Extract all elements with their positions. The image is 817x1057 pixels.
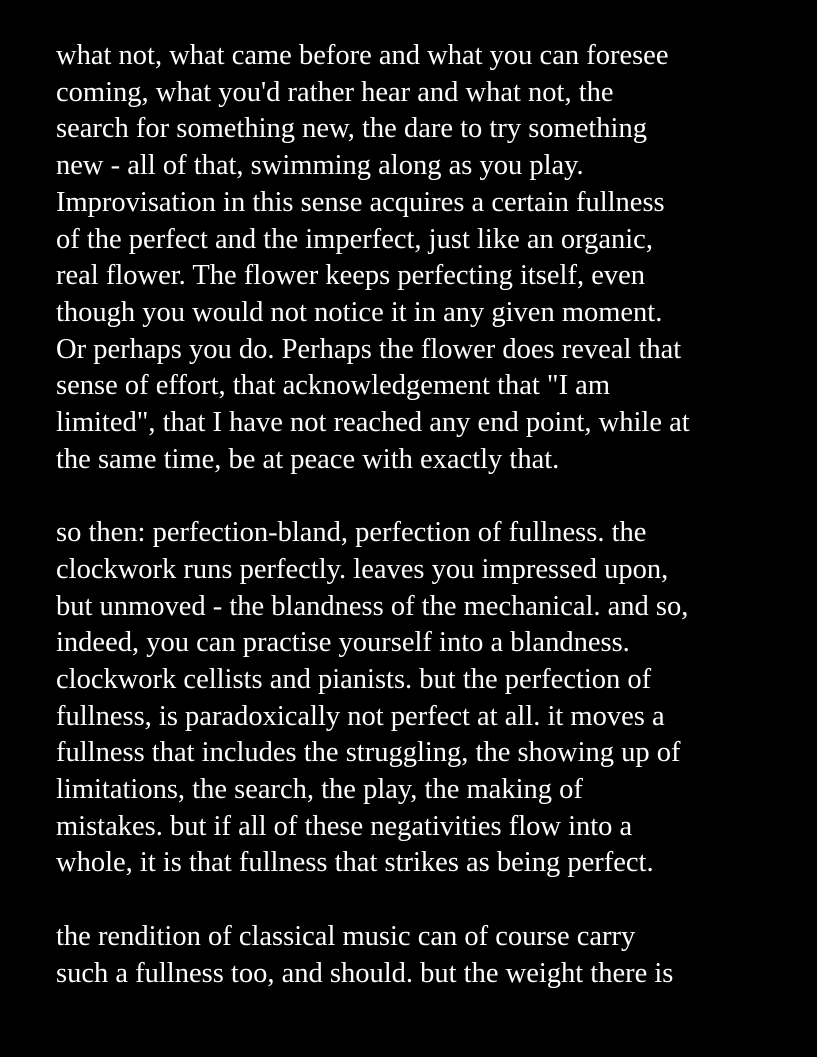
text-line: but unmoved - the blandness of the mechanical. and so, xyxy=(56,590,689,622)
text-line: coming, what you'd rather hear and what not, the xyxy=(56,76,614,108)
text-line: though you would not notice it in any given moment. xyxy=(56,296,663,328)
text-line: limitations, the search, the play, the making of xyxy=(56,774,583,806)
text-line: mistakes. but if all of these negativities flow into a xyxy=(56,810,633,842)
document-page xyxy=(56,38,796,1029)
text-line: the same time, be at peace with exactly that. xyxy=(56,443,560,475)
text-line: search for something new, the dare to try something xyxy=(56,113,647,145)
text-line: real flower. The flower keeps perfecting itself, even xyxy=(56,260,646,292)
paragraph-improvisation xyxy=(56,38,796,478)
text-line: new - all of that, swimming along as you play. xyxy=(56,150,584,182)
text-line: sense of effort, that acknowledgement that "I am xyxy=(56,370,610,402)
paragraph-classical xyxy=(56,919,796,992)
text-line: the rendition of classical music can of course carry xyxy=(56,920,636,952)
text-line: Or perhaps you do. Perhaps the flower does reveal that xyxy=(56,333,682,365)
text-line: of the perfect and the imperfect, just like an organic, xyxy=(56,223,653,255)
text-line: whole, it is that fullness that strikes as being perfect. xyxy=(56,847,654,879)
text-line: clockwork runs perfectly. leaves you impressed upon, xyxy=(56,553,669,585)
text-line: clockwork cellists and pianists. but the perfection of xyxy=(56,663,652,695)
text-line: limited", that I have not reached any end point, while at xyxy=(56,407,690,439)
text-line: fullness, is paradoxically not perfect at all. it moves a xyxy=(56,700,665,732)
text-line: Improvisation in this sense acquires a certain fullness xyxy=(56,186,665,218)
text-line: such a fullness too, and should. but the weight there is xyxy=(56,957,674,989)
text-line: fullness that includes the struggling, the showing up of xyxy=(56,737,681,769)
text-line: indeed, you can practise yourself into a blandness. xyxy=(56,627,630,659)
text-line: what not, what came before and what you can foresee xyxy=(56,40,669,71)
paragraph-perfection xyxy=(56,515,796,882)
text-line: so then: perfection-bland, perfection of fullness. the xyxy=(56,517,647,549)
